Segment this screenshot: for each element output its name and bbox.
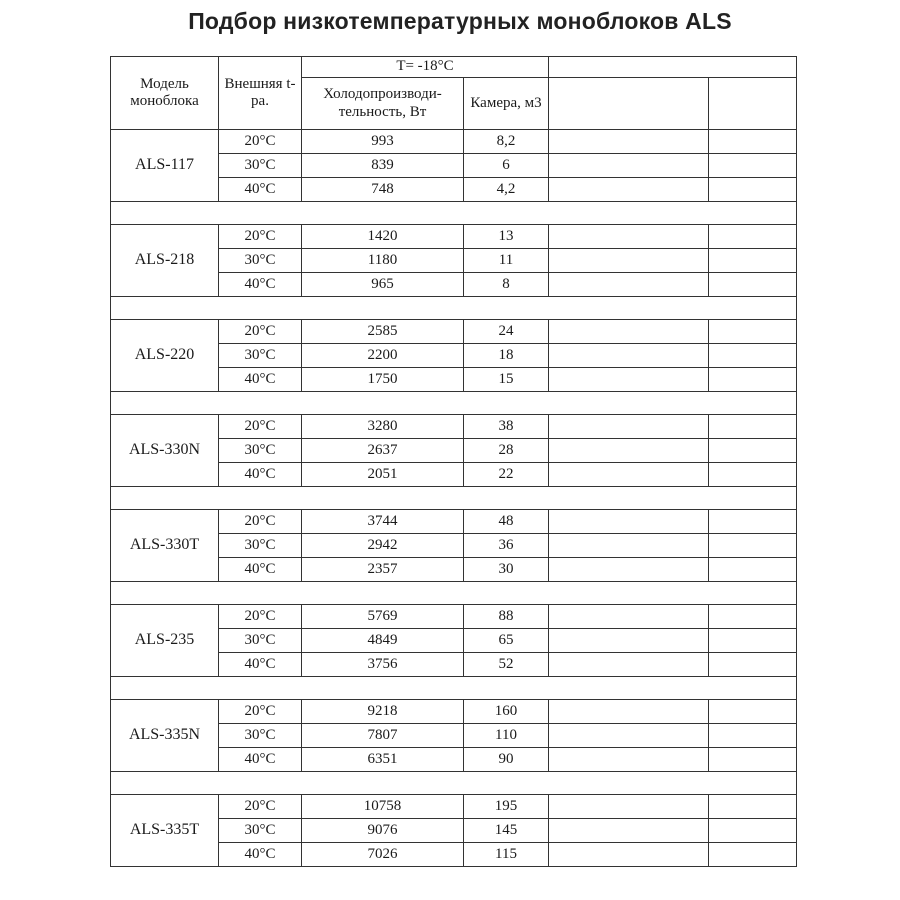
blank-cell [549,178,709,202]
separator-cell [111,677,797,700]
temp-cell: 40°C [219,368,302,392]
table-row [111,795,797,819]
chamber-cell: 30 [464,558,549,582]
capacity-cell: 2051 [302,463,464,487]
model-cell: ALS-335N [111,700,219,772]
separator-cell [111,582,797,605]
blank-cell [709,748,797,772]
separator-cell [111,772,797,795]
blank-cell [709,629,797,653]
capacity-cell: 9218 [302,700,464,724]
chamber-cell: 18 [464,344,549,368]
chamber-cell: 6 [464,154,549,178]
chamber-cell: 36 [464,534,549,558]
blank-cell [549,558,709,582]
separator-cell [111,487,797,510]
temp-cell: 40°C [219,843,302,867]
temp-cell: 20°C [219,130,302,154]
chamber-cell: 22 [464,463,549,487]
temp-cell: 40°C [219,558,302,582]
temp-cell: 40°C [219,463,302,487]
temp-cell: 30°C [219,534,302,558]
blank-header-cell [549,78,709,130]
separator-row [111,772,797,795]
chamber-cell: 160 [464,700,549,724]
temp-cell: 30°C [219,154,302,178]
capacity-cell: 1750 [302,368,464,392]
blank-cell [549,748,709,772]
separator-row [111,297,797,320]
chamber-cell: 28 [464,439,549,463]
ext-temp-header: Внешняя t-ра. [219,57,302,130]
blank-cell [709,819,797,843]
temp-cell: 30°C [219,819,302,843]
temp-cell: 20°C [219,415,302,439]
capacity-cell: 1420 [302,225,464,249]
blank-cell [549,130,709,154]
temp-cell: 30°C [219,249,302,273]
capacity-cell: 2942 [302,534,464,558]
blank-cell [549,795,709,819]
blank-cell [709,605,797,629]
chamber-cell: 15 [464,368,549,392]
condition-header: T= -18°C [302,57,549,78]
capacity-cell: 2637 [302,439,464,463]
capacity-cell: 4849 [302,629,464,653]
blank-cell [549,843,709,867]
capacity-cell: 6351 [302,748,464,772]
chamber-cell: 52 [464,653,549,677]
header-row-1 [111,57,797,78]
temp-cell: 20°C [219,700,302,724]
model-cell: ALS-220 [111,320,219,392]
temp-cell: 30°C [219,344,302,368]
capacity-cell: 993 [302,130,464,154]
table-row [111,510,797,534]
blank-header-cell [709,78,797,130]
temp-cell: 20°C [219,605,302,629]
blank-cell [549,249,709,273]
blank-cell [709,344,797,368]
blank-cell [549,653,709,677]
blank-cell [709,415,797,439]
model-header: Модель моноблока [111,57,219,130]
temp-cell: 20°C [219,510,302,534]
blank-cell [549,368,709,392]
chamber-cell: 195 [464,795,549,819]
blank-cell [709,700,797,724]
chamber-cell: 24 [464,320,549,344]
capacity-cell: 2357 [302,558,464,582]
blank-cell [709,558,797,582]
separator-row [111,677,797,700]
table-row [111,700,797,724]
blank-cell [709,225,797,249]
separator-cell [111,297,797,320]
capacity-cell: 2585 [302,320,464,344]
temp-cell: 40°C [219,273,302,297]
blank-cell [549,320,709,344]
blank-cell [549,415,709,439]
temp-cell: 30°C [219,724,302,748]
capacity-cell: 1180 [302,249,464,273]
blank-cell [709,178,797,202]
model-cell: ALS-330T [111,510,219,582]
blank-header-cell [549,57,797,78]
blank-cell [549,629,709,653]
chamber-cell: 115 [464,843,549,867]
chamber-cell: 8,2 [464,130,549,154]
model-cell: ALS-117 [111,130,219,202]
chamber-cell: 8 [464,273,549,297]
capacity-cell: 748 [302,178,464,202]
blank-cell [549,439,709,463]
capacity-cell: 7026 [302,843,464,867]
chamber-cell: 48 [464,510,549,534]
model-cell: ALS-330N [111,415,219,487]
table-row [111,320,797,344]
blank-cell [709,249,797,273]
capacity-cell: 5769 [302,605,464,629]
blank-cell [549,534,709,558]
blank-cell [549,605,709,629]
capacity-cell: 839 [302,154,464,178]
temp-cell: 20°C [219,320,302,344]
blank-cell [709,368,797,392]
model-cell: ALS-235 [111,605,219,677]
blank-cell [549,510,709,534]
blank-cell [549,700,709,724]
table-row [111,130,797,154]
chamber-cell: 145 [464,819,549,843]
chamber-cell: 38 [464,415,549,439]
temp-cell: 40°C [219,748,302,772]
chamber-cell: 110 [464,724,549,748]
capacity-cell: 965 [302,273,464,297]
temp-cell: 20°C [219,225,302,249]
separator-row [111,202,797,225]
blank-cell [549,344,709,368]
blank-cell [709,795,797,819]
capacity-cell: 3744 [302,510,464,534]
model-cell: ALS-335T [111,795,219,867]
capacity-cell: 2200 [302,344,464,368]
blank-cell [709,843,797,867]
blank-cell [549,819,709,843]
temp-cell: 20°C [219,795,302,819]
temp-cell: 40°C [219,178,302,202]
blank-cell [709,154,797,178]
blank-cell [709,273,797,297]
separator-cell [111,202,797,225]
temp-cell: 30°C [219,439,302,463]
separator-row [111,582,797,605]
temp-cell: 30°C [219,629,302,653]
table-row [111,225,797,249]
chamber-cell: 11 [464,249,549,273]
chamber-cell: 90 [464,748,549,772]
selection-table [110,56,797,867]
blank-cell [709,439,797,463]
chamber-cell: 88 [464,605,549,629]
capacity-cell: 10758 [302,795,464,819]
page-title: Подбор низкотемпературных моноблоков ALS [188,8,732,34]
chamber-cell: 65 [464,629,549,653]
blank-cell [709,130,797,154]
separator-cell [111,392,797,415]
blank-cell [709,463,797,487]
blank-cell [549,463,709,487]
blank-cell [549,225,709,249]
model-cell: ALS-218 [111,225,219,297]
blank-cell [549,154,709,178]
blank-cell [709,320,797,344]
blank-cell [549,273,709,297]
capacity-cell: 3756 [302,653,464,677]
capacity-cell: 3280 [302,415,464,439]
blank-cell [709,510,797,534]
blank-cell [709,653,797,677]
separator-row [111,392,797,415]
separator-row [111,487,797,510]
temp-cell: 40°C [219,653,302,677]
capacity-cell: 7807 [302,724,464,748]
blank-cell [709,724,797,748]
chamber-cell: 13 [464,225,549,249]
blank-cell [549,724,709,748]
capacity-cell: 9076 [302,819,464,843]
chamber-header: Камера, м3 [464,78,549,130]
table-body [111,57,797,867]
blank-cell [709,534,797,558]
capacity-header: Холодопроизводи-тельность, Вт [302,78,464,130]
chamber-cell: 4,2 [464,178,549,202]
table-row [111,415,797,439]
table-row [111,605,797,629]
